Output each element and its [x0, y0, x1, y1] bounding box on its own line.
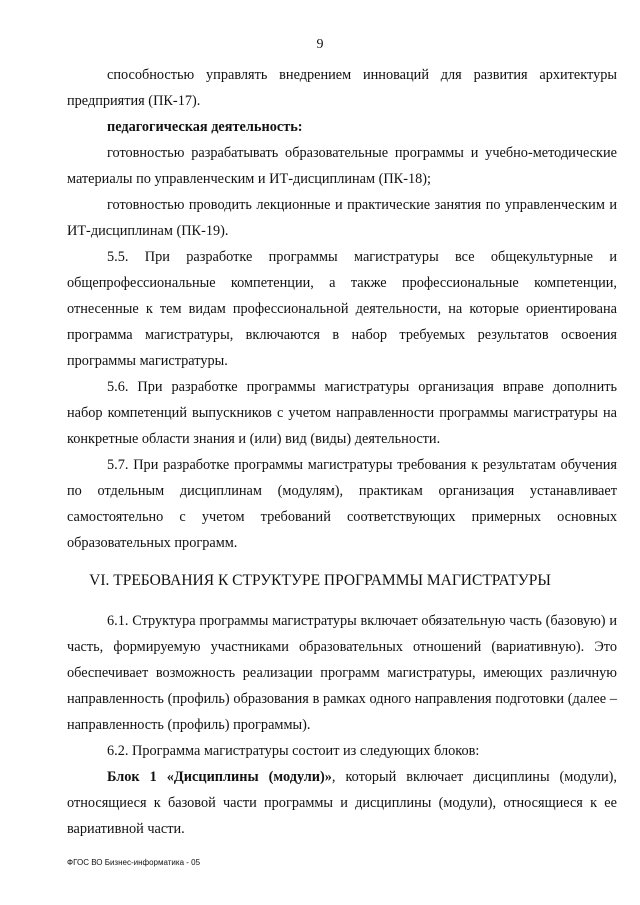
- paragraph-5-6: 5.6. При разработке программы магистратуры организация вправе дополнить набор компетенций выпускников с учетом направленности программы магистратуры на конкретные области знания и (или) вид (виды) деятельности.: [67, 379, 617, 447]
- paragraph-6-2: 6.2. Программа магистратуры состоит из следующих блоков:: [107, 743, 480, 759]
- section-heading: VI. ТРЕБОВАНИЯ К СТРУКТУРЕ ПРОГРАММЫ МАГИСТРАТУРЫ: [89, 572, 551, 589]
- pedagogical-activity-heading: педагогическая деятельность:: [107, 119, 303, 135]
- paragraph-block-1: [67, 764, 617, 842]
- page-number: 9: [316, 37, 324, 52]
- paragraph-6-1: 6.1. Структура программы магистратуры включает обязательную часть (базовую) и часть, формируемую участниками образовательных отношений (вариативную). Это обеспечивает возможность реализации программ магистратуры, имеющих различную направленность (профиль) образования в рамках одного направления подготовки (далее – направленность (профиль) программы).: [67, 613, 617, 733]
- paragraph-5-7: 5.7. При разработке программы магистратуры требования к результатам обучения по отдельным дисциплинам (модулям), практикам организация устанавливает самостоятельно с учетом требований соответствующих примерных основных образовательных программ.: [67, 457, 617, 551]
- block-1-title: Блок 1 «Дисциплины (модули)»: [107, 769, 332, 785]
- paragraph-5-5: 5.5. При разработке программы магистратуры все общекультурные и общепрофессиональные компетенции, а также профессиональные компетенции, отнесенные к тем видам профессиональной деятельности, на которые ориентирована программа магистратуры, включаются в набор требуемых результатов освоения программы магистратуры.: [67, 249, 617, 369]
- paragraph-pk17: способностью управлять внедрением инноваций для развития архитектуры предприятия (ПК-17).: [67, 67, 617, 109]
- block-1-description: , который включает дисциплины (модули), относящиеся к базовой части программы и дисциплины (модули), относящиеся к ее вариативной части.: [67, 769, 617, 837]
- paragraph-pk18: готовностью разрабатывать образовательные программы и учебно-методические материалы по управленческим и ИТ-дисциплинам (ПК-18);: [67, 145, 617, 187]
- paragraph-pk19: готовностью проводить лекционные и практические занятия по управленческим и ИТ-дисциплинам (ПК-19).: [67, 197, 617, 239]
- page-footer: ФГОС ВО Бизнес-информатика - 05: [67, 858, 201, 867]
